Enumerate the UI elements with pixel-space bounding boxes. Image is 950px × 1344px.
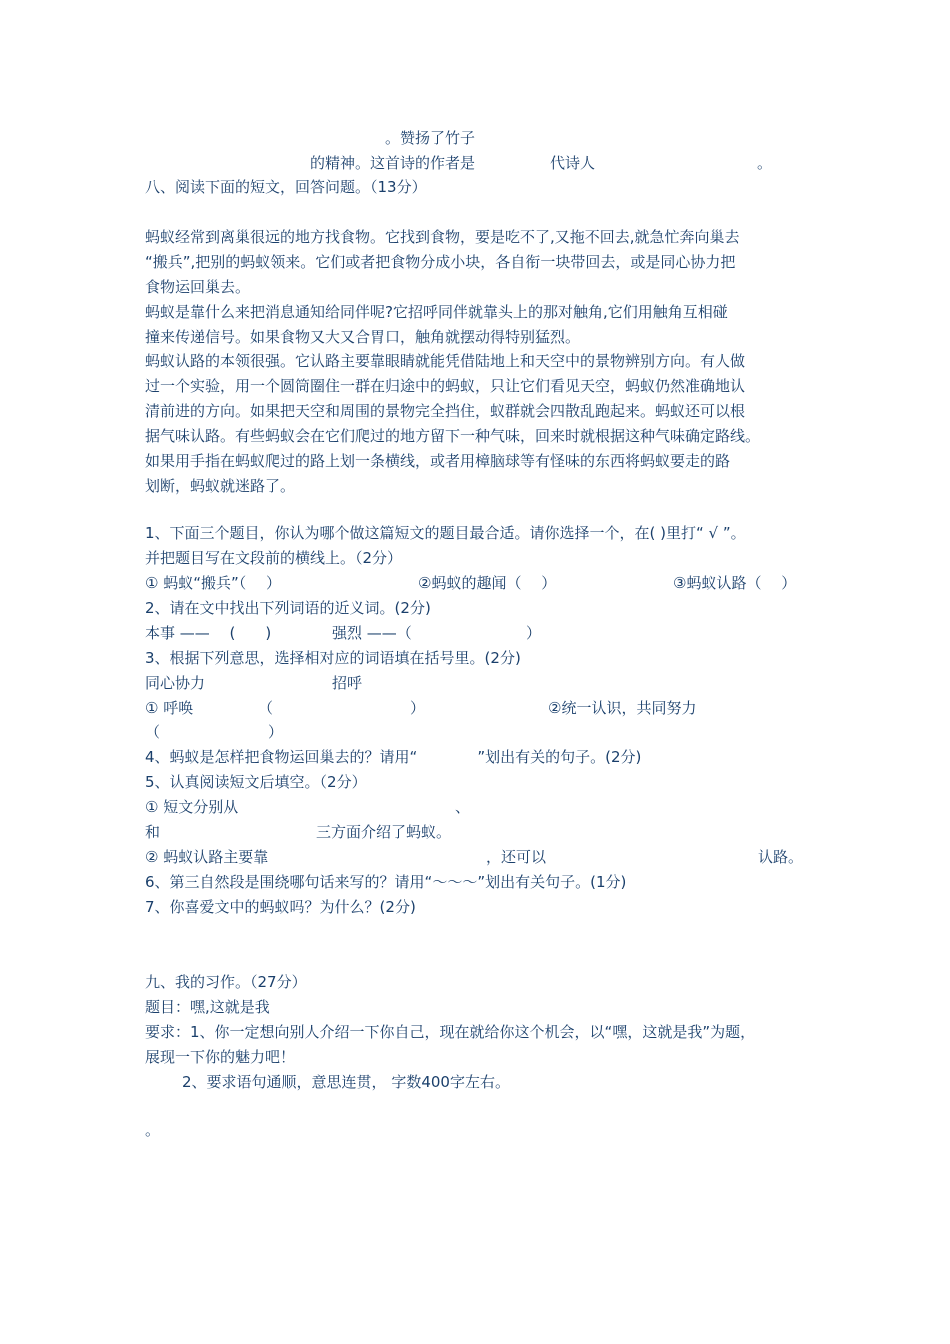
section9-topic: 题目：嘿,这就是我: [145, 998, 270, 1016]
question-6: 6、第三自然段是围绕哪句话来写的？请用“～～～”划出有关句子。(1分): [145, 873, 627, 891]
passage-p1-line3: 食物运回巢去。: [145, 278, 251, 296]
passage-p2-line1: 蚂蚁是靠什么来把消息通知给同伴呢?它招呼同伴就靠头上的那对触角,它们用触角互相碰: [145, 303, 728, 321]
question-3-word-2: 招呼: [332, 674, 363, 692]
question-3-item-b: ②统一认识，共同努力: [548, 699, 697, 717]
question-3-item-b-open: （: [145, 723, 161, 741]
section8-title: 八、阅读下面的短文，回答问题。（13分）: [145, 178, 427, 196]
passage-p3-line5: 如果用手指在蚂蚁爬过的路上划一条横线，或者用樟脑球等有怪味的东西将蚂蚁要走的路: [145, 452, 731, 470]
question-5-item-2c: 认路。: [758, 848, 804, 866]
question-5-item-2a: ② 蚂蚁认路主要靠: [145, 848, 269, 866]
question-4: 4、蚂蚁是怎样把食物运回巢去的？请用“ ”划出有关的句子。(2分): [145, 748, 642, 766]
question-1-line1: 1、下面三个题目，你认为哪个做这篇短文的题目最合适。请你选择一个，在( )里打“ √ ”。: [145, 524, 746, 542]
section9-requirement-1-line2: 展现一下你的魅力吧！: [145, 1048, 296, 1066]
question-7: 7、你喜爱文中的蚂蚁吗？为什么？(2分): [145, 898, 416, 916]
question-3-item-b-close: ）: [268, 723, 284, 741]
top-line-2a: 的精神。这首诗的作者是: [310, 154, 476, 172]
passage-p2-line2: 撞来传递信号。如果食物又大又合胃口，触角就摆动得特别猛烈。: [145, 328, 581, 346]
top-line-2c: 。: [757, 154, 773, 172]
question-2-item-b-close: ）: [526, 624, 542, 642]
question-1-option-1: ① 蚂蚁“搬兵”（ ）: [145, 574, 282, 592]
passage-p1-line1: 蚂蚁经常到离巢很远的地方找食物。它找到食物，要是吃不了,又拖不回去,就急忙奔向巢去: [145, 228, 740, 246]
question-1-option-2: ②蚂蚁的趣闻（ ）: [418, 574, 557, 592]
passage-p1-line2: “搬兵”,把别的蚂蚁领来。它们或者把食物分成小块，各自衔一块带回去，或是同心协力把: [145, 253, 736, 271]
passage-p3-line1: 蚂蚁认路的本领很强。它认路主要靠眼睛就能凭借陆地上和天空中的景物辨别方向。有人做: [145, 352, 746, 370]
question-5-item-1d: 三方面介绍了蚂蚁。: [316, 823, 452, 841]
document-end-mark: 。: [145, 1121, 161, 1139]
question-5-item-2b: ，还可以: [486, 848, 547, 866]
question-2: 2、请在文中找出下列词语的近义词。(2分): [145, 599, 431, 617]
passage-p3-line4: 据气味认路。有些蚂蚁会在它们爬过的地方留下一种气味，回来时就根据这种气味确定路线。: [145, 427, 761, 445]
question-3-word-1: 同心协力: [145, 674, 206, 692]
section9-title: 九、我的习作。（27分）: [145, 973, 307, 991]
question-5: 5、认真阅读短文后填空。（2分）: [145, 773, 367, 791]
question-1-line2: 并把题目写在文段前的横线上。（2分）: [145, 549, 403, 567]
question-5-item-1b: 、: [455, 798, 471, 816]
question-3-item-a-close: ）: [410, 699, 426, 717]
top-line-1: 。赞扬了竹子: [385, 129, 476, 147]
section9-requirement-2: 2、要求语句通顺，意思连贯， 字数400字左右。: [182, 1073, 510, 1091]
section9-requirement-1-line1: 要求：1、你一定想向别人介绍一下你自己，现在就给你这个机会，以“嘿，这就是我”为题，: [145, 1023, 756, 1041]
question-3: 3、根据下列意思，选择相对应的词语填在括号里。(2分): [145, 649, 521, 667]
question-5-item-1c: 和: [145, 823, 161, 841]
passage-p3-line6: 划断，蚂蚁就迷路了。: [145, 477, 296, 495]
question-3-item-a: ① 呼唤: [145, 699, 194, 717]
question-3-item-a-open: （: [258, 699, 274, 717]
passage-p3-line2: 过一个实验，用一个圆筒圈住一群在归途中的蚂蚁，只让它们看见天空，蚂蚁仍然准确地认: [145, 377, 746, 395]
question-5-item-1a: ① 短文分别从: [145, 798, 239, 816]
question-2-item-b: 强烈 ——（: [332, 624, 412, 642]
question-2-item-a: 本事 —— ( ): [145, 624, 272, 642]
passage-p3-line3: 清前进的方向。如果把天空和周围的景物完全挡住，蚁群就会四散乱跑起来。蚂蚁还可以根: [145, 402, 746, 420]
top-line-2b: 代诗人: [550, 154, 596, 172]
question-1-option-3: ③蚂蚁认路（ ）: [673, 574, 797, 592]
